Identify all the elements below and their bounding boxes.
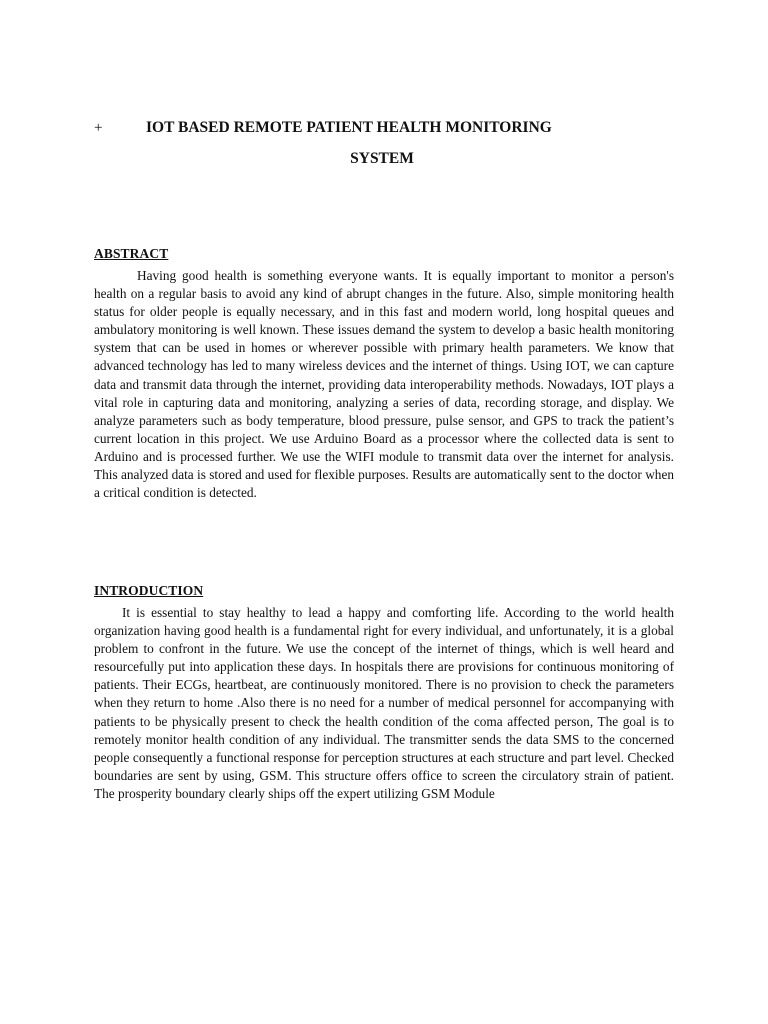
abstract-heading: ABSTRACT xyxy=(94,246,169,261)
abstract-paragraph: Having good health is something everyone wants. It is equally important to monitor a person's health on a regular basis to avoid any kind of abrupt changes in the future. Also, simple monitoring health status for older people is equally necessary, and in this fast and modern world, long hospital queues and ambulatory monitoring is well known. These issues demand the system to develop a basic health monitoring system that can be used in homes or wherever possible with primary health parameters. We know that advanced technology has led to many wireless devices and the internet of things. Using IOT, we can capture data and transmit data through the internet, providing data interoperability methods. Nowadays, IOT plays a vital role in capturing data and monitoring, analyzing a series of data, recording storage, and display. We analyze parameters such as body temperature, blood pressure, pulse sensor, and GPS to track the patient’s current location in this project. We use Arduino Board as a processor where the collected data is sent to Arduino and is processed further. We use the WIFI module to transmit data over the internet for analysis. This analyzed data is stored and used for flexible purposes. Results are automatically sent to the doctor when a critical condition is detected. xyxy=(94,268,674,501)
introduction-paragraph: It is essential to stay healthy to lead a happy and comforting life. According to the world health organization having good health is a fundamental right for every individual, and unfortunately, it is a global problem to confront in the future. We use the concept of the internet of things, which is well heard and resourcefully put into application these days. In hospitals there are provisions for continuous monitoring of patients. Their ECGs, heartbeat, are continuously monitored. There is no provision to check the parameters when they return to home .Also there is no need for a number of medical personnel for accompanying with patients to be physically present to check the health condition of the coma affected person, The goal is to remotely monitor health condition of any individual. The transmitter sends the data SMS to the concerned people consequently a functional response for perception structures at each structure and part level. Checked boundaries are sent by using, GSM. This structure offers office to screen the circulatory strain of patient. The prosperity boundary clearly ships off the expert utilizing GSM Module xyxy=(94,605,674,801)
introduction-section xyxy=(94,583,674,803)
abstract-section xyxy=(94,246,674,502)
introduction-heading: INTRODUCTION xyxy=(94,583,204,598)
title-line-1 xyxy=(94,119,674,141)
title-text-line-1: IOT BASED REMOTE PATIENT HEALTH MONITORING xyxy=(146,119,552,136)
title-marker: + xyxy=(94,120,103,136)
title-text-line-2: SYSTEM xyxy=(350,150,414,167)
document-title xyxy=(94,119,674,168)
